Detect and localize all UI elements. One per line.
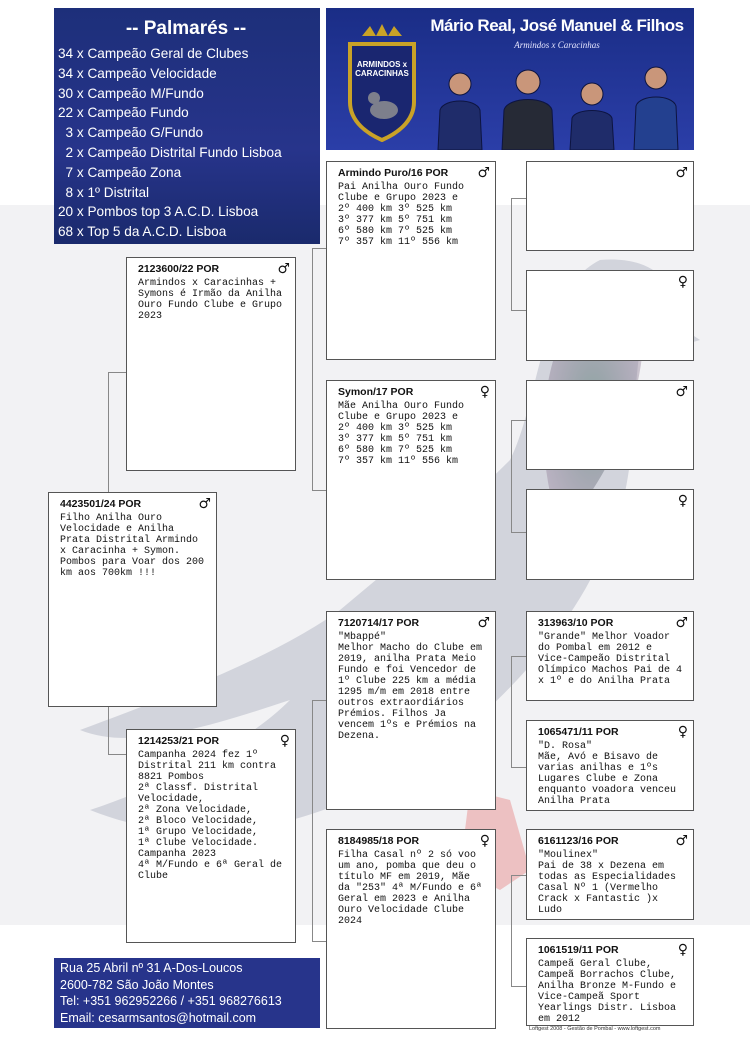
palmares-item: 8 x 1º Distrital xyxy=(58,184,150,200)
palmares-item: 7 x Campeão Zona xyxy=(58,164,182,180)
pedigree-sire xyxy=(126,257,296,471)
palmares-item: 22 x Campeão Fundo xyxy=(58,105,189,121)
bird-description: Armindos x Caracinhas + Symons é Irmão da Anilha Ouro Fundo Clube e Grupo 2023 xyxy=(138,278,289,322)
bird-description: "Grande" Melhor Voador do Pombal em 2012 e Vice-Campeão Distrital Olímpico Machos Pai de 4 x 1º e do Anilha Prata xyxy=(538,632,689,687)
pedigree-connector xyxy=(511,875,527,987)
pedigree-connector xyxy=(312,700,327,942)
ring-number: Symon/17 POR xyxy=(338,386,414,398)
team-photo xyxy=(430,54,692,150)
pedigree-ddd xyxy=(526,938,694,1026)
female-icon: ♀ xyxy=(479,833,490,849)
palmares-item: 20 x Pombos top 3 A.C.D. Lisboa xyxy=(58,204,259,220)
male-icon: ♂ xyxy=(477,165,490,181)
loft-header xyxy=(326,8,694,150)
ring-number: 4423501/24 POR xyxy=(60,498,142,510)
loft-title: Mário Real, José Manuel & Filhos xyxy=(430,16,684,35)
bird-description: "Mbappé" Melhor Macho do Clube em 2019, anilha Prata Meio Fundo e foi Vencedor de 1º Clube 225 km a média 1295 m/m em 2018 entre outros extraordiários Prémios. Filhos Ja vencem 1ºs e Prémios na Dezena. xyxy=(338,632,483,742)
female-icon: ♀ xyxy=(479,384,490,400)
ring-number: 6161123/16 POR xyxy=(538,835,619,847)
pedigree-subject xyxy=(48,492,217,707)
palmares-panel xyxy=(54,8,320,244)
ring-number: 1061519/11 POR xyxy=(538,944,619,956)
male-icon: ♂ xyxy=(277,261,290,277)
ring-number: 7120714/17 POR xyxy=(338,617,420,629)
ring-number: 1065471/11 POR xyxy=(538,726,619,738)
pedigree-sds xyxy=(526,380,694,470)
bird-description: Campanha 2024 fez 1º Distrital 211 km contra 8821 Pombos 2ª Classf. Distrital Velocidade, 2ª Zona Velocidade, 2ª Bloco Velocidade, 1ª Grupo Velocidade, 1ª Clube Velocidade. Campanha 2023 4ª M/Fundo e 6ª Geral de Clube xyxy=(138,750,283,882)
pedigree-sss xyxy=(526,161,694,251)
pedigree-connector xyxy=(511,420,527,533)
ring-number: Armindo Puro/16 POR xyxy=(338,167,449,179)
pedigree-ssd xyxy=(526,270,694,361)
female-icon: ♀ xyxy=(677,724,688,740)
ring-number: 1214253/21 POR xyxy=(138,735,220,747)
palmares-title: -- Palmarés -- xyxy=(125,18,247,39)
loft-subtitle: Armindos x Caracinhas xyxy=(514,40,600,50)
palmares-list xyxy=(58,44,314,242)
bird-description: "Moulinex" Pai de 38 x Dezena em todas as Especialidades Casal Nº 1 (Vermelho Crack x Fantastic )x Ludo xyxy=(538,850,677,916)
male-icon: ♂ xyxy=(198,496,211,512)
pedigree-sdd xyxy=(526,489,694,580)
bird-description: "D. Rosa" Mãe, Avó e Bisavo de varias anilhas e 1ºs Lugares Clube e Zona enquanto voadora venceu Anilha Prata xyxy=(538,741,677,807)
bird-description: Pai Anilha Ouro Fundo Clube e Grupo 2023 e 2º 400 km 3º 525 km 3º 377 km 5º 751 km 6º 580 km 7º 525 km 7º 357 km 11º 556 km xyxy=(338,182,465,248)
female-icon: ♀ xyxy=(279,733,290,749)
ring-number: 313963/10 POR xyxy=(538,617,614,629)
pedigree-sire-dam xyxy=(326,380,496,580)
palmares-item: 30 x Campeão M/Fundo xyxy=(58,85,204,101)
male-icon: ♂ xyxy=(675,165,688,181)
pedigree-dds xyxy=(526,829,694,920)
bird-description: Filha Casal nº 2 só voo um ano, pomba que deu o título MF em 2019, Mãe da "253" 4ª M/Fundo e 6ª Geral em 2023 e Anilha Ouro Velocidade Clube 2024 xyxy=(338,850,489,927)
female-icon: ♀ xyxy=(677,274,688,290)
pedigree-connector xyxy=(511,656,527,768)
software-credit: Loftgest 2008 - Gestão de Pombal - www.loftgest.com xyxy=(529,1026,661,1032)
pedigree-dsd xyxy=(526,720,694,811)
bird-description: Filho Anilha Ouro Velocidade e Anilha Prata Distrital Armindo x Caracinha + Symon. Pombos para Voar dos 200 km aos 700km !!! xyxy=(60,513,205,579)
pedigree-dam xyxy=(126,729,296,943)
pedigree-sire-sire xyxy=(326,161,496,360)
pedigree-connector xyxy=(312,248,327,491)
female-icon: ♀ xyxy=(677,493,688,509)
palmares-item: 34 x Campeão Geral de Clubes xyxy=(58,46,249,61)
ring-number: 2123600/22 POR xyxy=(138,263,220,275)
male-icon: ♂ xyxy=(675,615,688,631)
badge-text: ARMINDOS x CARACINHAS xyxy=(355,60,409,78)
pedigree-dam-sire xyxy=(326,611,496,810)
pedigree-dam-dam xyxy=(326,829,496,1029)
phone-line: Tel: +351 962952266 / +351 968276613 xyxy=(60,994,282,1008)
palmares-item: 34 x Campeão Velocidade xyxy=(58,65,217,81)
male-icon: ♂ xyxy=(675,384,688,400)
male-icon: ♂ xyxy=(675,833,688,849)
ring-number: 8184985/18 POR xyxy=(338,835,420,847)
palmares-item: 2 x Campeão Distrital Fundo Lisboa xyxy=(58,144,282,160)
palmares-item: 3 x Campeão G/Fundo xyxy=(58,125,204,141)
contact-panel xyxy=(54,958,320,1028)
palmares-item: 68 x Top 5 da A.C.D. Lisboa xyxy=(58,224,227,240)
bird-description: Mãe Anilha Ouro Fundo Clube e Grupo 2023 e 2º 400 km 3º 525 km 3º 377 km 5º 751 km 6º 580 km 7º 525 km 7º 357 km 11º 556 km xyxy=(338,401,465,467)
male-icon: ♂ xyxy=(477,615,490,631)
female-icon: ♀ xyxy=(677,942,688,958)
loft-logo-badge xyxy=(340,22,424,142)
pedigree-dss xyxy=(526,611,694,701)
bird-description: Campeã Geral Clube, Campeã Borrachos Clube, Anilha Bronze M-Fundo e Vice-Campeã Sport Yearlings Distr. Lisboa em 2012 xyxy=(538,959,683,1025)
pedigree-connector xyxy=(511,198,527,311)
address-line: Rua 25 Abril nº 31 A-Dos-Loucos xyxy=(60,961,243,975)
email-line: Email: cesarmsantos@hotmail.com xyxy=(60,1010,257,1025)
postal-line: 2600-782 São João Montes xyxy=(60,977,214,992)
